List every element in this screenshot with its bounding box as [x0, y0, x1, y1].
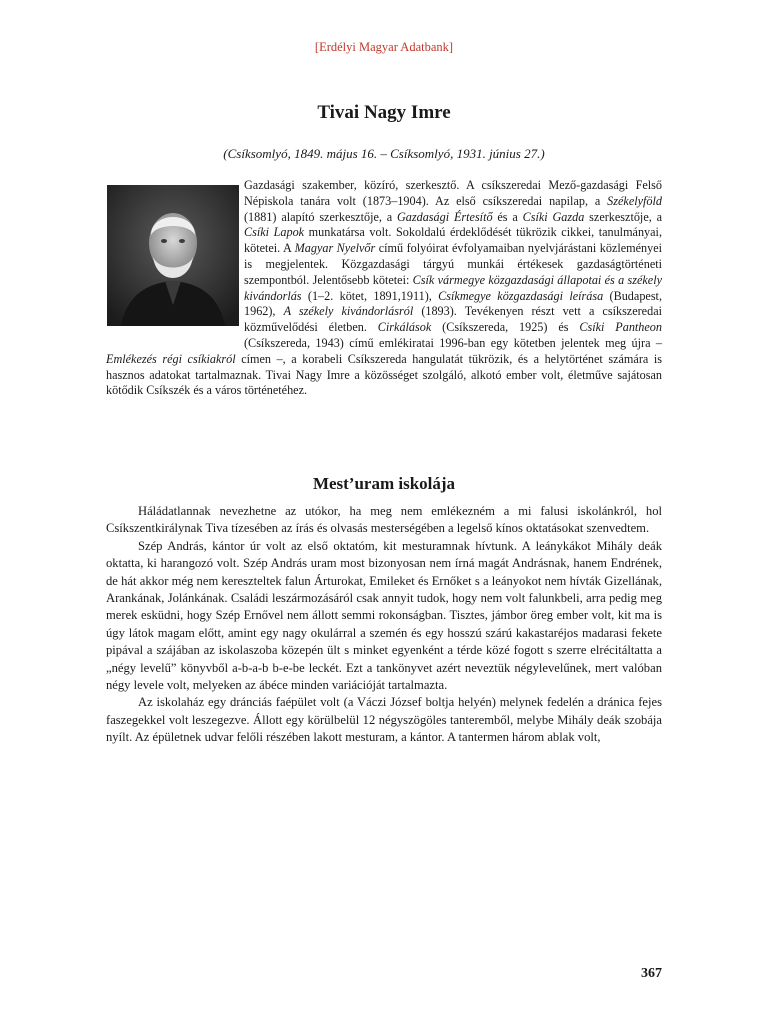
bio-text: című folyóirat évfolyamaiban nyelvjárástani közleményei is megjelentek. Közgazdasági tárgyú munkái értékesek gazdaságtörténeti szempontból. Jelentősebb kötetei:	[244, 241, 663, 287]
bio-title: Gazdasági Értesítő	[396, 209, 493, 224]
bio-text: (Csíkszereda, 1925) és	[431, 320, 580, 335]
bio-title: Csík vármegye közgazdasági állapotai és a székely kivándorlás	[244, 272, 662, 303]
bio-text: (1881) alapító szerkesztője, a	[244, 209, 397, 224]
section-title: Mest’uram iskolája	[312, 474, 456, 493]
article-paragraph: Háládatlannak nevezhetne az utókor, ha meg nem emlékezném a mi falusi iskolánkról, hol Csíkszentkirálynak Tiva tízesében az írás és olvasás mesterségében a legelső kínos oktatásokat szenvedtem.	[106, 504, 662, 536]
life-dates: (Csíksomlyó, 1849. május 16. – Csíksomlyó, 1931. június 27.)	[223, 146, 545, 161]
article-paragraph: Szép András, kántor úr volt az első oktatóm, kit mesturamnak hívtunk. A leánykákot Mihály deák oktatta, ki harangozó volt. Szép András uram most bizonyosan nem írná magát Andrásnak, hanem Endrének, de hát akkor még nem kereszteltek falun Árturokat, Emileket és Ernőket s a leányokot nem hívták Gizellának, Arankának, Jolánkának. Családi leszármozásáról csak annyit tudok, hogy nem volt falunkbeli, arra pedig meg merek esküdni, hogy Szép Ernővel nem állott semmi rokonságban. Tisztes, jámbor öreg ember volt, kit ma is úgy látok magam előtt, amint egy nagy okulárral a szemén és egy hosszú szárú kakastaréjos madarasi fekete pipával a szájában az iskolaszoba közepén ült s minket egyenként a térde közé fogott s szerre elrécitáltatta a „négy levelű” könyvből a-b-a-b b-e-be leckét. Ezt a tankönyvet azért neveztük négylevelűnek, mert valóban négy levele volt, melyeken az ábéce minden variációját tartalmazta.	[106, 538, 662, 693]
page-number: 367	[641, 966, 662, 981]
bio-text: címen –, a korabeli Csíkszereda hangulatát tükrözik, és a helytörténet számára is hasznos adatokat tartalmaznak. Tivai Nagy Imre a közösséget szolgáló, alkotó ember volt, életműve sajátosan kötődik Csíkszék és a város történetéhez.	[106, 351, 662, 398]
bio-text: szerkesztője, a	[584, 209, 663, 224]
bio-title: A székely kivándorlásról	[283, 304, 414, 319]
bio-title: Magyar Nyelvőr	[294, 241, 376, 256]
source-label[interactable]: [Erdélyi Magyar Adatbank]	[314, 40, 454, 54]
bio-text: Gazdasági szakember, közíró, szerkesztő. A csíkszeredai Mező-gazdasági Felső Népiskola tanára volt (1873–1904). Az első csíkszeredai napilap, a	[244, 178, 662, 208]
bio-title: Cirkálások	[377, 320, 432, 335]
bio-text: (1–2. kötet, 1891,1911),	[301, 288, 439, 303]
bio-text: munkatársa volt. Sokoldalú érdeklődését tükrözik cikkei, tanulmányai, kötetei. A	[244, 225, 662, 256]
bio-title: Emlékezés régi csíkiakról	[106, 351, 236, 366]
bio-title: Csíki Pantheon	[579, 320, 662, 335]
article-body	[106, 503, 662, 747]
bio-text: (Csíkszereda, 1943) című emlékiratai 1996-ban egy kötetben jelentek meg újra –	[244, 335, 662, 350]
bio-text: (1893). Tevékenyen részt vett a csíkszeredai közművelődési életben.	[244, 304, 662, 335]
bio-title: Csíkmegye közgazdasági leírása	[438, 288, 604, 303]
bio-text: (Budapest, 1962),	[244, 288, 662, 319]
bio-title: Székelyföld	[607, 193, 662, 208]
page-title: Tivai Nagy Imre	[317, 102, 451, 123]
bio-title: Csíki Gazda	[522, 209, 585, 224]
bio-text: és a	[492, 209, 523, 224]
article-paragraph: Az iskolaház egy dránciás faépület volt (a Váczi József boltja helyén) melynek fedelén a dránica fejes faszegekkel volt leszegezve. Állott egy körülbelül 12 négyszögöles tanteremből, melybe Mihály deák szobája nyílt. Az épületnek udvar felőli részében lakott mesturam, a kántor. A tantermen három ablak volt,	[106, 695, 662, 745]
biography-paragraph	[106, 178, 662, 399]
bio-title: Csíki Lapok	[244, 225, 305, 240]
